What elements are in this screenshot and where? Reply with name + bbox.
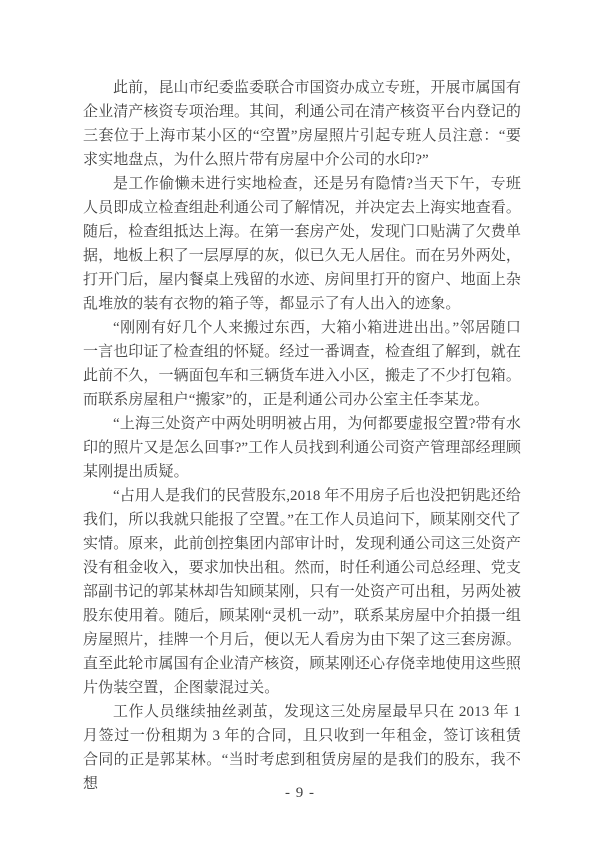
paragraph: “上海三处资产中两处明明被占用，为何都要虚报空置?带有水印的照片又是怎么回事?”工作人员找到利通公司资产管理部经理顾某刚提出质疑。	[83, 416, 521, 480]
paragraph: 此前，昆山市纪委监委联合市国资办成立专班，开展市属国有企业清产核资专项治理。其间，利通公司在清产核资平台内登记的三套位于上海市某小区的“空置”房屋照片引起专班人员注意：“要求实地盘点，为什么照片带有房屋中介公司的水印?”	[83, 80, 521, 168]
page-number: - 9 -	[285, 785, 315, 801]
paragraph: “刚刚有好几个人来搬过东西，大箱小箱进进出出。”邻居随口一言也印证了检查组的怀疑。经过一番调查，检查组了解到，就在此前不久，一辆面包车和三辆货车进入小区，搬走了不少打包箱。而联系房屋租户“搬家”的，正是利通公司办公室主任李某龙。	[83, 320, 521, 408]
paragraph: 工作人员继续抽丝剥茧，发现这三处房屋最早只在 2013 年 1 月签过一份租期为 3 年的合同，且只收到一年租金，签订该租赁合同的正是郭某林。“当时考虑到租赁房屋的是我们的股东，我不想	[83, 704, 521, 792]
paragraph: 是工作偷懒未进行实地检查，还是另有隐情?当天下午，专班人员即成立检查组赴利通公司了解情况，并决定去上海实地查看。随后，检查组抵达上海。在第一套房产处，发现门口贴满了欠费单据，地板上积了一层厚厚的灰，似已久无人居住。而在另外两处，打开门后，屋内餐桌上残留的水迹、房间里打开的窗户、地面上杂乱堆放的装有衣物的箱子等，都显示了有人出入的迹象。	[83, 176, 521, 312]
paragraph: “占用人是我们的民营股东,2018 年不用房子后也没把钥匙还给我们，所以我就只能报了空置。”在工作人员追问下，顾某刚交代了实情。原来，此前创控集团内部审计时，发现利通公司这三处资产没有租金收入，要求加快出租。然而，时任利通公司总经理、党支部副书记的郭某林却告知顾某刚，只有一处资产可出租，另两处被股东使用着。随后，顾某刚“灵机一动”，联系某房屋中介拍摄一组房屋照片，挂牌一个月后，便以无人看房为由下架了这三套房源。直至此轮市属国有企业清产核资，顾某刚还心存侥幸地使用这些照片伪装空置，企图蒙混过关。	[83, 488, 521, 696]
document-body-text	[83, 76, 521, 796]
